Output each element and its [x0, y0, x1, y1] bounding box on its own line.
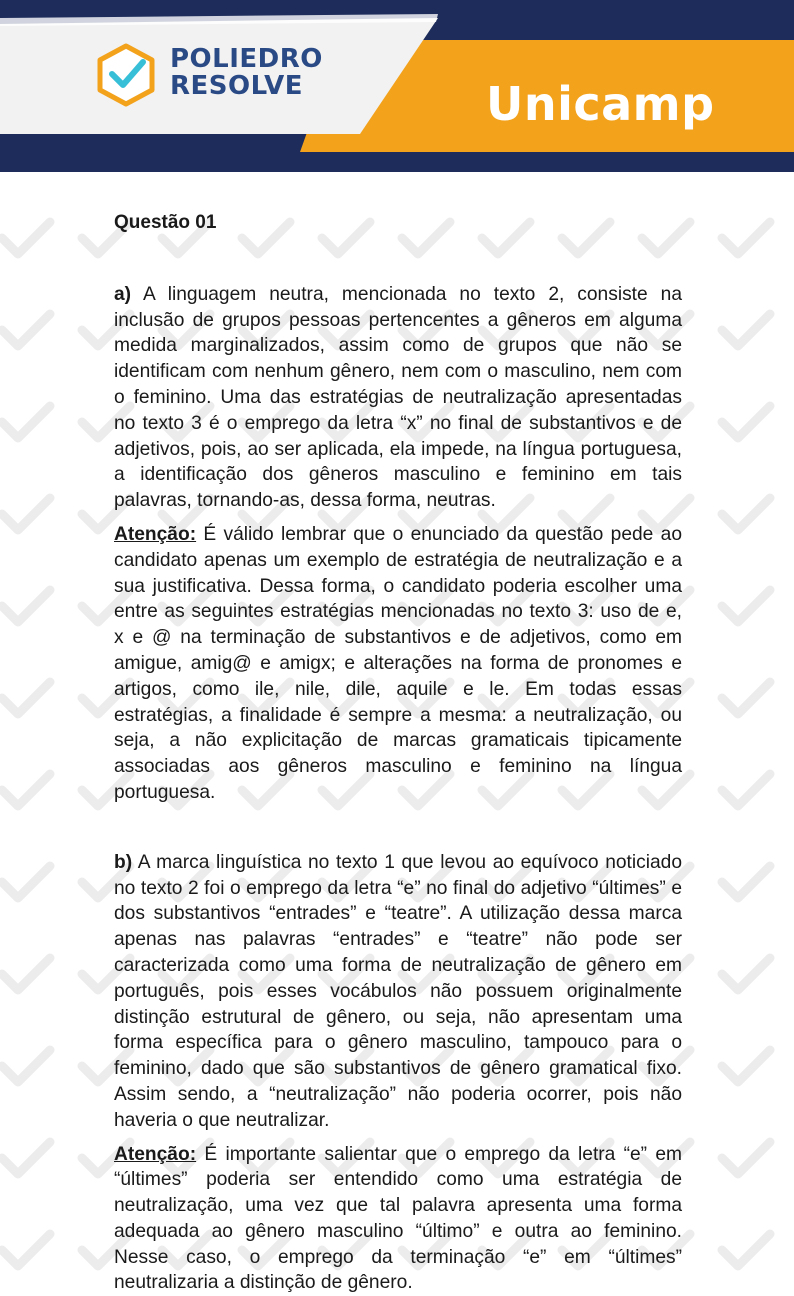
part-b-answer	[114, 850, 682, 1134]
page-header	[0, 0, 794, 172]
exam-title: Unicamp	[486, 76, 715, 132]
part-b-attention	[114, 1142, 682, 1296]
part-b-text: A marca linguística no texto 1 que levou ao equívoco noticiado no texto 2 foi o emprego da letra “e” no final do adjetivo “últimes” e dos substantivos “entrades” e “teatre”. A utilização dessa marca apenas nas palavras “entrades” e “teatre” não pode ser caracterizada como uma forma de neutralização de gênero em português, pois esses vocábulos não possuem originalmente distinção estrutural de gênero, ou seja, não apresentam uma forma específica para o gênero masculino, tampouco para o feminino, dado que são substantivos de gênero gramatical fixo. Assim sendo, a “neutralização” não poderia ocorrer, pois não haveria o que neutralizar.	[114, 852, 682, 1131]
brand-line-1: POLIEDRO	[170, 46, 323, 73]
brand-logo-text	[170, 46, 323, 100]
part-a-attention-label: Atenção:	[114, 524, 196, 545]
answer-content	[114, 200, 682, 1296]
part-a-text: A linguagem neutra, mencionada no texto 2, consiste na inclusão de grupos pessoas pertencentes a gêneros em alguma medida marginalizados, assim como de grupos que não se identificam com nenhum gênero, nem com o masculino, nem com o feminino. Uma das estratégias de neutralização apresentadas no texto 3 é o emprego da letra “x” no final de substantivos e de adjetivos, pois, ao ser aplicada, ela impede, na língua portuguesa, a identificação dos gêneros masculino e feminino em tais palavras, tornando-as, dessa forma, neutras.	[114, 284, 682, 511]
brand-line-2: RESOLVE	[170, 73, 323, 100]
part-a-label: a)	[114, 284, 131, 305]
part-a-attention	[114, 522, 682, 806]
part-b-attention-text: É importante salientar que o emprego da letra “e” em “últimes” poderia ser entendido como uma estratégia de neutralização, uma vez que tal palavra apresenta uma forma adequada ao gênero masculino “último” e outra ao feminino. Nesse caso, o emprego da terminação “e” em “últimes” neutralizaria a distinção de gênero.	[114, 1144, 682, 1294]
question-title: Questão 01	[114, 210, 682, 236]
check-in-hexagon-icon	[100, 46, 152, 104]
part-b-label: b)	[114, 852, 132, 873]
part-b-attention-label: Atenção:	[114, 1144, 196, 1165]
part-a-answer	[114, 282, 682, 514]
part-a-attention-text: É válido lembrar que o enunciado da questão pede ao candidato apenas um exemplo de estratégia de neutralização e a sua justificativa. Dessa forma, o candidato poderia escolher uma entre as seguintes estratégias mencionadas no texto 3: uso de e, x e @ na terminação de substantivos e de adjetivos, como em amigue, amig@ e amigx; e alterações na forma de pronomes e artigos, como ile, nile, dile, aquile e le. Em todas essas estratégias, a finalidade é sempre a mesma: a neutralização, ou seja, a não explicitação de marcas gramaticais tipicamente associadas aos gêneros masculino e feminino na língua portuguesa.	[114, 524, 682, 803]
